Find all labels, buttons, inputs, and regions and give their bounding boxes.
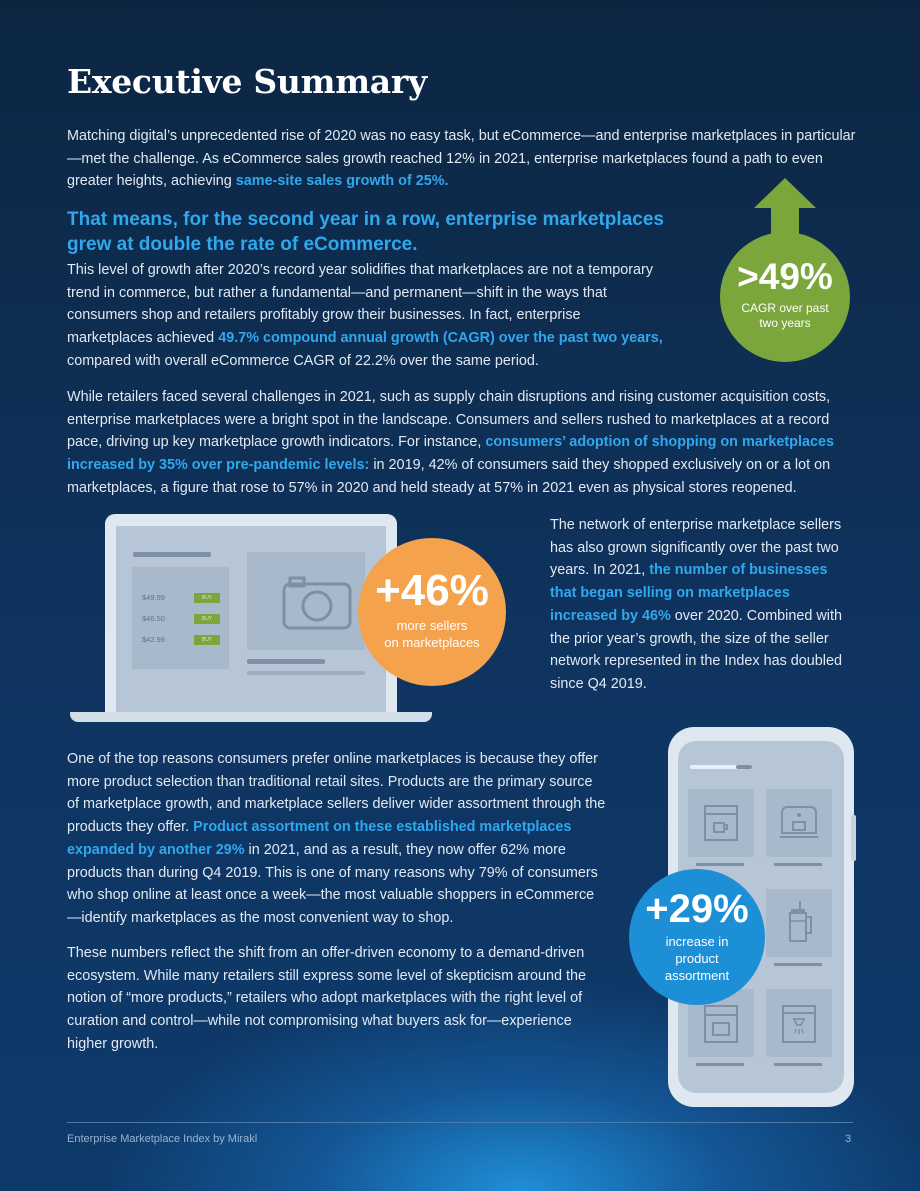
sellers-highlight: the number of businesses that began selling on marketplaces increased by 46% [550,562,828,624]
retail-text-2: in 2019, 42% of consumers said they shopped exclusively on or a lot on marketplaces, a figure that rose to 57% in 2020 and held steady at 57% in 2021 even as physical stores reopened. [67,457,831,496]
sellers-paragraph [550,514,855,696]
growth-paragraph [67,259,667,373]
products-paragraph [67,748,607,930]
subheading: That means, for the second year in a row, enterprise marketplaces grew at double the rate of eCommerce. [67,209,664,255]
price-row-2 [142,614,165,623]
growth-text-1: This level of growth after 2020’s record year solidifies that marketplaces are not a temporary trend in commerce, but rather a fundamental—and permanent—shift in the ways that consumers shop and retailers profitably grow their businesses. In fact, enterprise marketplaces achieved [67,262,654,347]
french-press-icon [786,901,814,945]
laptop-base [70,712,432,722]
stat-sellers-value: +46% [375,566,489,615]
products-text-2: in 2021, and as a result, they now offer 62% more products than during Q4 2019. This is one of many reasons why 79% of consumers who shop online at least once a week—the most valuable shoppers in eCommerce—identify marketplaces as the most convenient way to shop. [67,841,598,926]
sellers-text-2: over 2020. Combined with the prior year’s growth, the size of the seller network represented in the Index has doubled since Q4 2019. [550,607,843,692]
desc-line-2 [247,671,365,675]
tile-caption-1 [696,863,744,866]
stat-assortment-circle [629,869,765,1005]
stat-assortment-label-3: assortment [664,967,730,983]
intro-highlight: same-site sales growth of 25%. [235,173,449,190]
coffee-maker-icon [701,1003,741,1045]
tile-caption-2 [774,863,822,866]
buy-button-3: BUY [194,635,220,645]
stat-sellers-label-2: on marketplaces [384,635,480,650]
stat-sellers-label-1: more sellers [396,618,468,633]
stat-cagr-value: >49% [737,255,833,297]
desc-line-1 [247,659,325,664]
footer-page-number: 3 [845,1133,852,1145]
retail-highlight: consumers’ adoption of shopping on marketplaces increased by 35% over pre-pandemic levels: [67,434,834,474]
price-row-1 [142,593,165,602]
price-1: $49.99 [142,593,165,602]
products-highlight: Product assortment on these established marketplaces expanded by another 29% [67,819,572,858]
coffee-machine-icon [701,803,741,843]
laptop-header-bar [133,552,211,557]
page-title: Executive Summary [67,62,427,101]
stat-sellers-circle [358,538,506,686]
growth-highlight: 49.7% compound annual growth (CAGR) over the past two years, [218,330,663,347]
stat-cagr-label: CAGR over past two years [741,300,829,330]
retail-paragraph [67,386,857,500]
footer-divider [67,1122,853,1123]
retail-text-1: While retailers faced several challenges in 2021, such as supply chain disruptions and rising customer acquisition costs, enterprise marketplaces were a bright spot in the landscape. Consumers and sellers rushed to marketplaces at a record pace, driving up key marketplace growth indicators. For instance, [67,389,831,451]
footer-publication: Enterprise Marketplace Index by Mirakl [67,1133,258,1145]
buy-button-2: BUY [194,614,220,624]
stat-cagr-circle [720,232,850,362]
tile-caption-3 [774,963,822,966]
price-3: $42.99 [142,635,165,644]
stat-assortment-value: +29% [645,886,749,931]
tile-caption-5 [774,1063,822,1066]
intro-paragraph [67,125,857,193]
tile-caption-4 [696,1063,744,1066]
drip-brewer-icon [780,1003,818,1045]
products-text-1: One of the top reasons consumers prefer online marketplaces is because they offer more product selection than traditional retail sites. Products are the primary source of marketplace growth, and marketplace sellers deliver wider assortment through the products they offer. [67,751,606,836]
intro-text: Matching digital’s unprecedented rise of 2020 was no easy task, but eCommerce—and enterprise marketplaces in particular—met the challenge. As eCommerce sales growth reached 12% in 2021, enterprise marketplaces found a path to even greater heights, achieving [67,128,856,190]
stat-assortment-label-1: increase in [665,933,729,949]
growth-text-2: compared with overall eCommerce CAGR of 22.2% over the same period. [67,352,539,369]
price-row-3 [142,635,165,644]
sellers-text-1: The network of enterprise marketplace sellers has also grown significantly over the past two years. In 2021, [550,517,842,579]
stat-assortment-label-2: product [675,950,719,966]
buy-button-1: BUY [194,593,220,603]
phone-search-dash [736,765,752,769]
price-2: $46.50 [142,614,165,623]
espresso-machine-icon [778,805,820,841]
closing-paragraph: These numbers reflect the shift from an offer-driven economy to a demand-driven ecosystem. While many retailers still express some level of skepticism around the notion of “more products,” retailers who adopt marketplaces with the right level of curation and control—while not compromising what buyers ask for—experience higher growth. [67,945,587,1052]
phone-side-button [851,815,856,861]
camera-icon [282,574,354,630]
